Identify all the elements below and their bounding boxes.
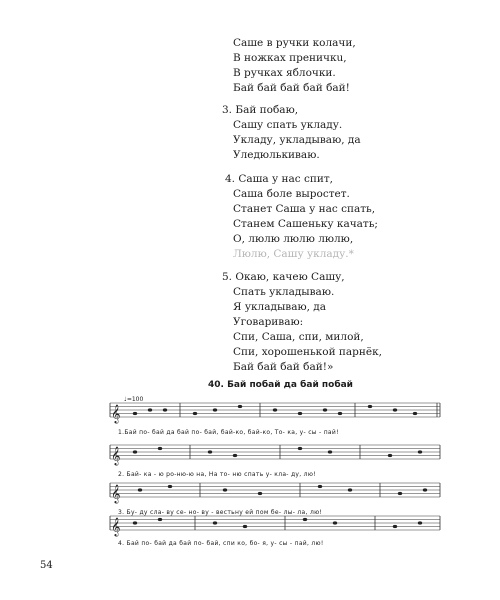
- svg-text:𝄞: 𝄞: [111, 404, 121, 423]
- poem-line: Станем Сашеньку качать;: [233, 218, 378, 230]
- poem-line: Станет Саша у нас спать,: [233, 203, 376, 215]
- poem-line: О, люлю люлю люлю,: [233, 233, 354, 245]
- poem-line: Спи, хорошенькой парнёк,: [233, 346, 382, 358]
- lyric-line: 2. Бай- ка - ю ро-ню-ю на, На то- ню спать у- кла- ду, лю!: [118, 471, 316, 478]
- poem-line: Уледюлькиваю.: [233, 149, 320, 161]
- poem-line: В ручках яблочки.: [233, 67, 336, 79]
- lyric-line: 3. Бу- ду сла- ву се- но- ву - вестьну ей пом бе- лы- ла, лю!: [118, 509, 323, 516]
- song-title: 40. Бай побай да бай побай: [208, 380, 353, 390]
- poem-line: Я укладываю, да: [233, 301, 327, 313]
- poem-line: Уговариваю:: [233, 316, 304, 328]
- poem-line: В ножках преничкu,: [233, 52, 347, 64]
- poem-line: Спать укладываю.: [233, 286, 335, 298]
- stanza-3-line: 3. Бай побаю,: [222, 104, 299, 116]
- poem-line: Саша боле выростет.: [233, 188, 350, 200]
- poem-line: Спи, Саша, спи, милой,: [233, 331, 364, 343]
- poem-line: Саше в ручки колачи,: [233, 37, 356, 49]
- tempo-mark: ♩=100: [124, 396, 144, 403]
- svg-text:𝄞: 𝄞: [111, 484, 121, 503]
- svg-text:𝄞: 𝄞: [111, 517, 121, 536]
- poem-line: Бай бай бай бай!»: [233, 361, 334, 373]
- stanza-5-line: 5. Окаю, качею Сашу,: [222, 271, 345, 283]
- poem-line: Сашу спать укладу.: [233, 119, 343, 131]
- svg-text:𝄞: 𝄞: [111, 446, 121, 465]
- poem-line: Укладу, укладываю, да: [233, 134, 361, 146]
- poem-line: Люлю, Сашу укладу.*: [233, 248, 354, 260]
- stanza-4-line: 4. Саша у нас спит,: [225, 173, 334, 185]
- lyric-line: 4. Бай по- бай да бай по- бай, спи ко, бо- я, у- сы - пай, лю!: [118, 540, 324, 547]
- lyric-line: 1.Бай по- бай да бай по- бай, бай-ко, бай-ко, То- ка, у- сы - пай!: [118, 429, 339, 436]
- poem-line: Бай бай бай бай бай!: [233, 82, 350, 94]
- page-number: 54: [40, 560, 53, 571]
